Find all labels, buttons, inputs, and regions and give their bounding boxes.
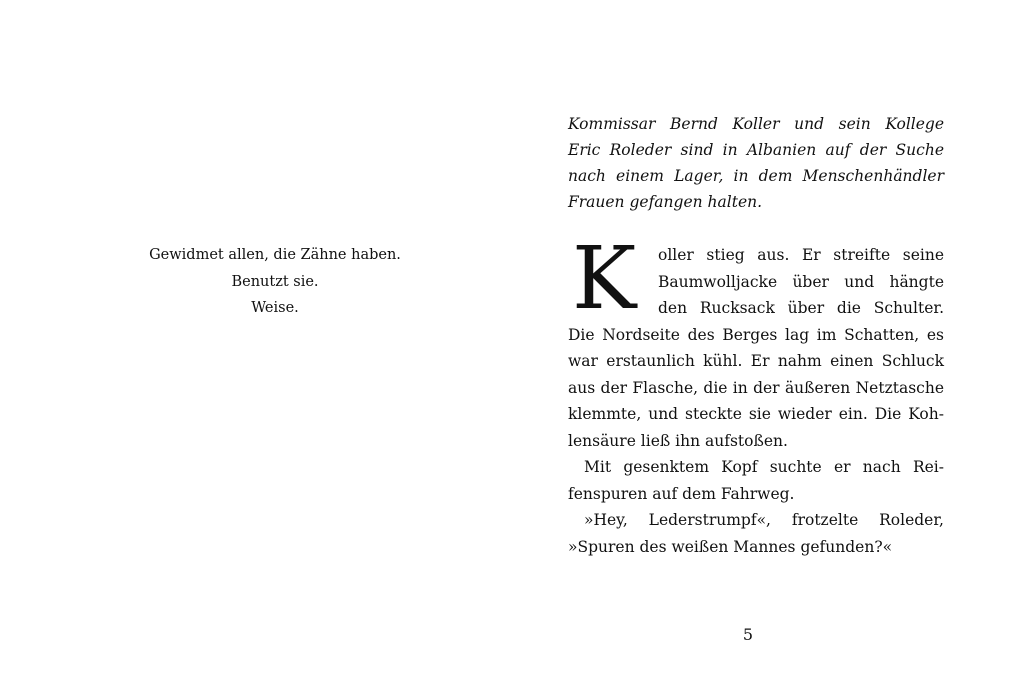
dedication-line: Weise. [251, 300, 299, 316]
chapter-summary [568, 111, 944, 215]
body-line: Baumwolljacke über und hängte [658, 272, 944, 291]
dedication [100, 242, 450, 322]
page-number: 5 [742, 625, 754, 644]
body-line: fenspuren auf dem Fahrweg. [568, 484, 795, 503]
body-line: klemmte, und steckte sie wieder ein. Die Koh- [568, 405, 944, 423]
dedication-line: Gewidmet allen, die Zähne haben. [149, 247, 401, 263]
summary-line: Frauen gefangen halten. [568, 193, 763, 211]
body-line: oller stieg aus. Er streifte seine [658, 246, 944, 264]
body-line: »Spuren des weißen Mannes gefunden?« [568, 537, 893, 556]
body-line: Mit gesenktem Kopf suchte er nach Rei- [584, 458, 944, 476]
body-line: lensäure ließ ihn aufstoßen. [568, 431, 788, 450]
summary-line: Kommissar Bernd Koller und sein Kollege [568, 115, 944, 133]
summary-line: nach einem Lager, in dem Menschenhändler [568, 167, 944, 185]
right-page [512, 0, 1024, 689]
body-line: den Rucksack über die Schulter. [658, 299, 944, 317]
body-line: Die Nordseite des Berges lag im Schatten, es [568, 325, 944, 344]
drop-cap-letter: K [572, 229, 637, 329]
summary-line: Eric Roleder sind in Albanien auf der Suche [568, 141, 944, 159]
body-text [568, 242, 944, 560]
body-line: war erstaunlich kühl. Er nahm einen Schluck [568, 352, 944, 370]
body-line: »Hey, Lederstrumpf«, frotzelte Roleder, [584, 511, 944, 529]
body-line: aus der Flasche, die in der äußeren Netztasche [568, 378, 944, 397]
dedication-line: Benutzt sie. [231, 273, 319, 290]
